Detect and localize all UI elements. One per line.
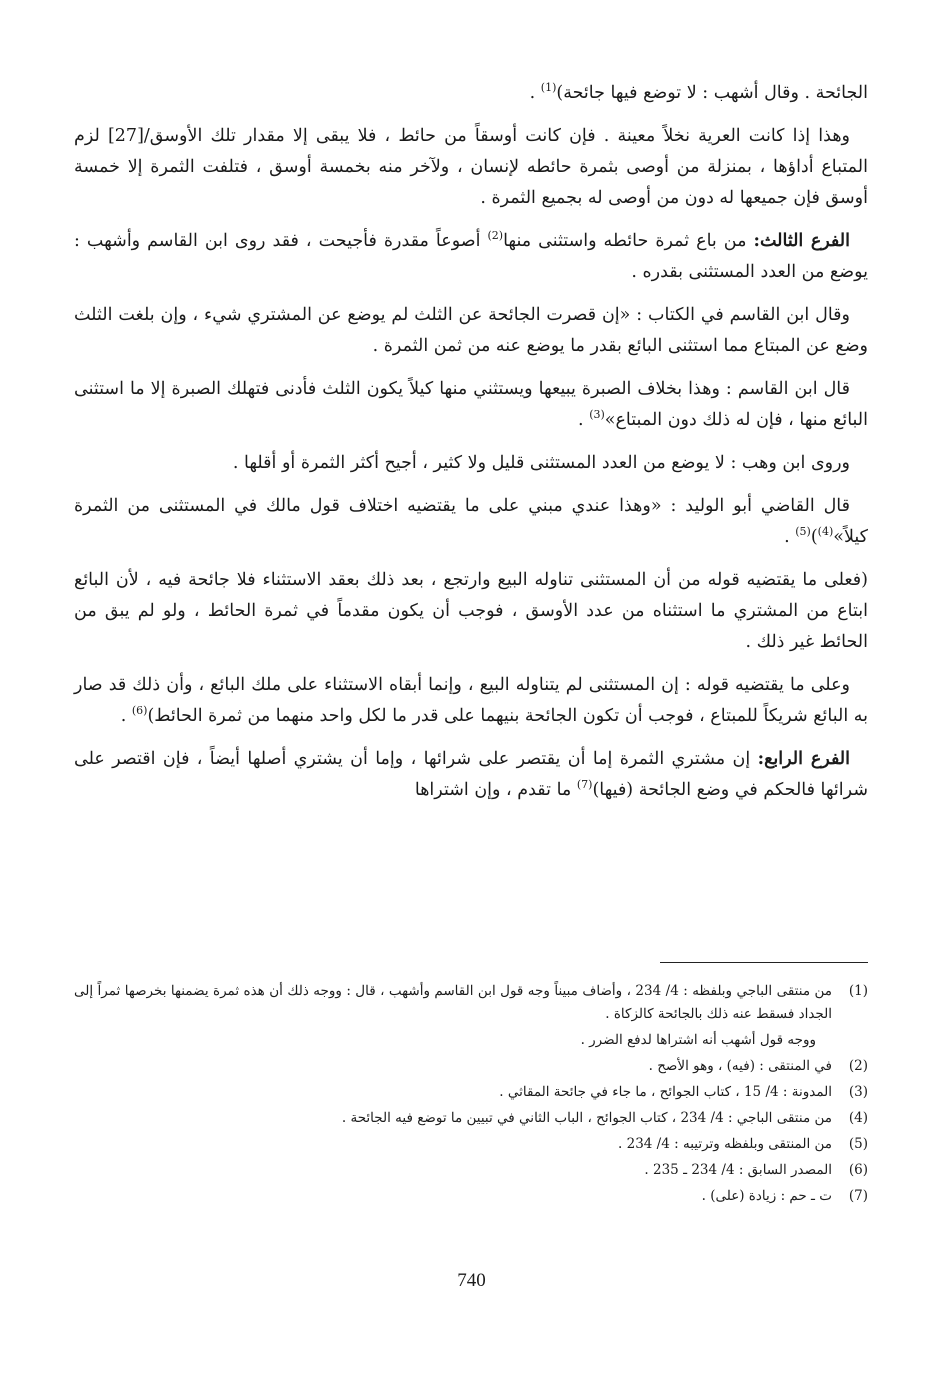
footnote-number: (3) xyxy=(848,1084,868,1100)
footnote-ref: (5) xyxy=(795,525,811,539)
footnote-2 xyxy=(74,1055,868,1078)
paragraph-end: . xyxy=(529,83,541,103)
main-text xyxy=(74,78,868,818)
paragraph-10 xyxy=(74,744,868,806)
footnote-ref: (6) xyxy=(131,704,148,718)
paragraph-text: (فعلى ما يقتضيه قوله من أن المستثنى تناوله البيع وارتجع ، بعد ذلك بعقد الاستثناء فلا جائحة فيه ، لأن البائع ابتاع من المشتري ما استثناه من عدد الأوسق ، فوجب أن يكون مقدماً في ثمرة الحائط ، ولو لم يبق من الحائط غير ذلك . xyxy=(74,570,868,652)
paragraph-text: ما تقدم ، وإن اشتراها xyxy=(414,780,577,800)
footnote-ref: (3) xyxy=(589,408,605,422)
paragraph-text: ) xyxy=(810,527,818,547)
paragraph-6 xyxy=(74,448,868,479)
footnote-text: من منتقى الباجي وبلفظه : 4/ 234 ، وأضاف مبيناً وجه قول ابن القاسم وأشهب ، قال : ووجه ذلك أن هذه ثمرة يضمنها بخرصها ثمراً إلى الجداد فسقط عنه ذلك بالجائحة كالزكاة . xyxy=(74,983,832,1022)
footnote-1-continuation: ووجه قول أشهب أنه اشتراها لدفع الضرر . xyxy=(580,1032,816,1048)
footnote-number: (5) xyxy=(848,1136,868,1152)
paragraph-9 xyxy=(74,670,868,732)
footnote-number: (6) xyxy=(848,1162,868,1178)
paragraph-text: وهذا إذا كانت العرية نخلاً معينة . فإن كانت أوسقاً من حائط ، فلا يبقى إلا مقدار تلك الأوسق/[27] لزم المتباع أداؤها ، بمنزلة من أوصى بثمرة حائطه لإنسان ، ولآخر منه بخمسة أوسق ، فتلفت الثمرة إلا خمسة أوسق فإن جميعها له دون من أوصى له بجميع الثمرة . xyxy=(74,126,868,208)
paragraph-3 xyxy=(74,226,868,288)
paragraph-text: وقال ابن القاسم في الكتاب : «إن قصرت الجائحة عن الثلث لم يوضع عن المشتري شيء ، وإن بلغت الثلث وضع عن المبتاع مما استثنى البائع بقدر ما يوضع عنه من ثمن الثمرة . xyxy=(74,305,868,356)
paragraph-8 xyxy=(74,565,868,658)
footnote-text: ت ـ حم : زيادة (على) . xyxy=(701,1188,832,1204)
footnote-ref: (1) xyxy=(540,81,557,95)
footnote-5 xyxy=(74,1133,868,1156)
footnote-number: (1) xyxy=(848,983,868,999)
paragraph-7 xyxy=(74,491,868,553)
paragraph-text: من باع ثمرة حائطه واستثنى منها xyxy=(503,231,754,251)
paragraph-text: إن مشتري الثمرة إما أن يقتصر على شرائها ، وإما أن يشتري أصلها أيضاً ، فإن اقتصر على شرائها فالحكم في وضع الجائحة (فيها) xyxy=(74,749,868,800)
footnote-text: من منتقى الباجي : 4/ 234 ، كتاب الجوائح ، الباب الثاني في تبيين ما توضع فيه الجائحة . xyxy=(341,1110,832,1126)
footnote-text: المدونة : 4/ 15 ، كتاب الجوائح ، ما جاء في جائحة المقاثي . xyxy=(499,1084,832,1100)
paragraph-4 xyxy=(74,300,868,362)
section-heading: الفرع الرابع: xyxy=(757,749,850,769)
paragraph-text: قال ابن القاسم : وهذا بخلاف الصبرة يبيعها ويستثني منها كيلاً يكون الثلث فأدنى فتهلك الصبرة إلا ما استثنى البائع منها ، فإن له ذلك دون المبتاع» xyxy=(74,379,868,430)
footnote-text: في المنتقى : (فيه) ، وهو الأصح . xyxy=(648,1058,832,1074)
footnote-ref: (4) xyxy=(817,525,834,539)
paragraph-2 xyxy=(74,121,868,214)
footnote-number: (7) xyxy=(848,1188,868,1204)
footnote-6 xyxy=(74,1159,868,1182)
footnote-text: من المنتقى وبلفظه وترتيبه : 4/ 234 . xyxy=(618,1136,832,1152)
footnote-1 xyxy=(74,980,868,1026)
footnote-text: المصدر السابق : 4/ 234 ـ 235 . xyxy=(644,1162,832,1178)
paragraph-text: أصوعاً مقدرة فأجيحت ، فقد روى ابن القاسم وأشهب : يوضع من العدد المستثنى بقدره . xyxy=(74,231,868,282)
footnote-7 xyxy=(74,1185,868,1208)
footnote-3 xyxy=(74,1081,868,1104)
paragraph-text: قال القاضي أبو الوليد : «وهذا عندي مبني على ما يقتضيه اختلاف قول مالك في المستثنى من الثمرة كيلاً» xyxy=(74,496,868,547)
footnote-separator xyxy=(660,962,868,963)
paragraph-text: وروى ابن وهب : لا يوضع من العدد المستثنى قليل ولا كثير ، أجيح أكثر الثمرة أو أقلها . xyxy=(232,453,850,473)
footnote-4 xyxy=(74,1107,868,1130)
footnote-ref: (2) xyxy=(487,229,504,243)
paragraph-text: وعلى ما يقتضيه قوله : إن المستثنى لم يتناوله البيع ، وإنما أبقاه الاستثناء على ملك البائع ، وأن ذلك قد صار به البائع شريكاً للمبتاع ، فوجب أن تكون الجائحة بنيهما على قدر ما لكل واحد منهما من ثمرة الحائط) xyxy=(74,675,868,726)
footnote-number: (4) xyxy=(848,1110,868,1126)
paragraph-end: . xyxy=(784,527,796,547)
paragraph-text: الجائحة . وقال أشهب : لا توضع فيها جائحة) xyxy=(556,83,868,103)
footnote-number: (2) xyxy=(848,1058,868,1074)
section-heading: الفرع الثالث: xyxy=(753,231,850,251)
paragraph-1 xyxy=(74,78,868,109)
paragraph-5 xyxy=(74,374,868,436)
paragraph-end: . xyxy=(578,410,590,430)
footnote-ref: (7) xyxy=(576,778,593,792)
footnotes xyxy=(74,980,868,1211)
paragraph-end: . xyxy=(120,706,132,726)
page-number: 740 xyxy=(457,1270,486,1291)
